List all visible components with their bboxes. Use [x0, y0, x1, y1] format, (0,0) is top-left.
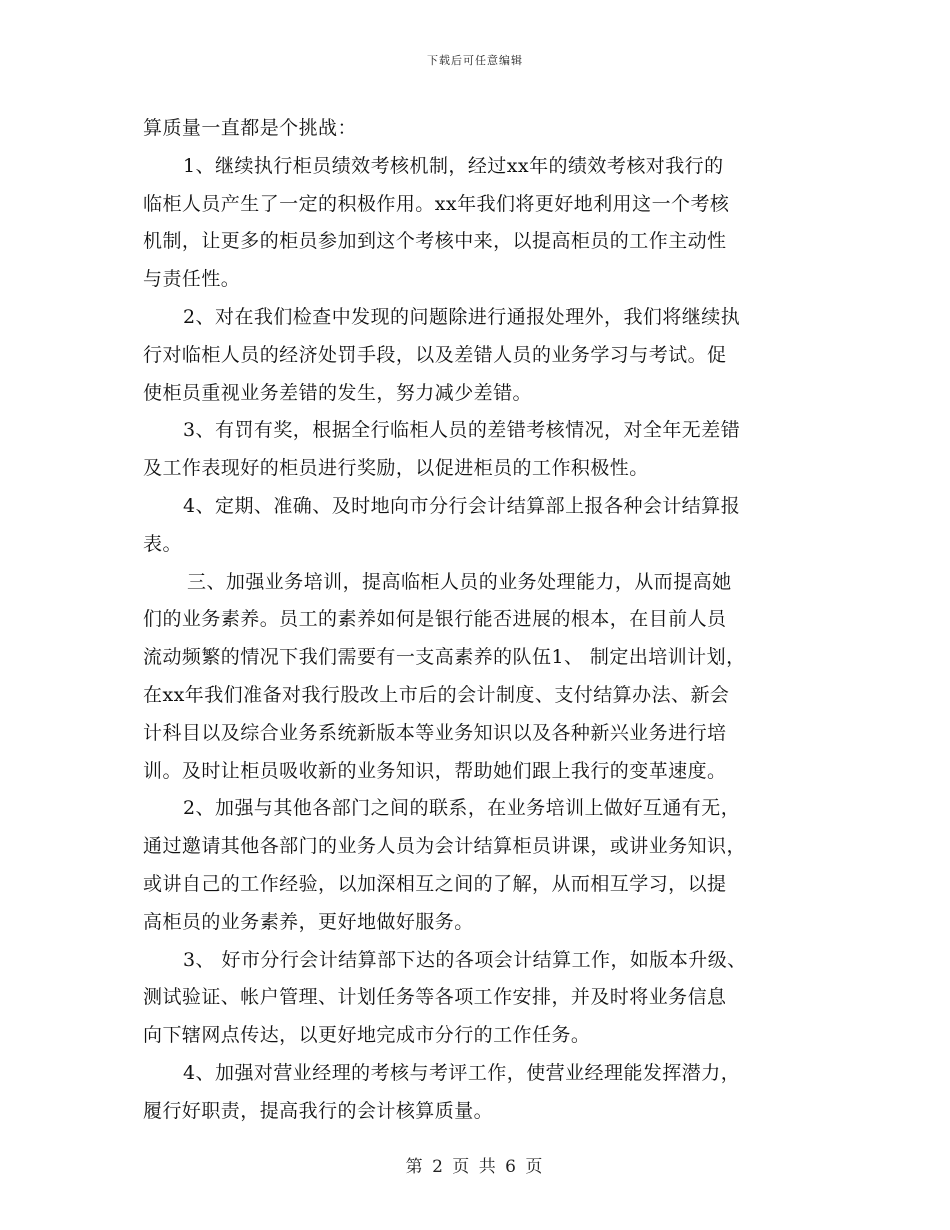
text-line: 3、有罚有奖，根据全行临柜人员的差错考核情况，对全年无差错: [183, 419, 741, 442]
text-line: 训。及时让柜员吸收新的业务知识，帮助她们跟上我行的变革速度。: [143, 759, 727, 782]
text-line: 及工作表现好的柜员进行奖励，以促进柜员的工作积极性。: [143, 457, 649, 480]
text-line: 2、加强与其他各部门之间的联系，在业务培训上做好互通有无，: [183, 797, 741, 820]
text-line: 表。: [143, 532, 182, 555]
page-footer: 第 2 页 共 6 页: [405, 1157, 545, 1177]
body-text: [143, 110, 808, 1131]
text-line: 行对临柜人员的经济处罚手段，以及差错人员的业务学习与考试。促: [143, 343, 727, 366]
text-line: 履行好职责，提高我行的会计核算质量。: [143, 1099, 494, 1122]
text-line: 使柜员重视业务差错的发生，努力减少差错。: [143, 381, 533, 404]
text-line: 在xx年我们准备对我行股改上市后的会计制度、支付结算办法、新会: [143, 683, 730, 706]
text-line: 高柜员的业务素养，更好地做好服务。: [143, 910, 474, 933]
text-line: 通过邀请其他各部门的业务人员为会计结算柜员讲课，或讲业务知识，: [143, 835, 746, 858]
text-line: 4、加强对营业经理的考核与考评工作，使营业经理能发挥潜力，: [183, 1061, 741, 1084]
page-header: 下载后可任意编辑: [427, 54, 523, 67]
text-line: 测试验证、帐户管理、计划任务等各项工作安排，并及时将业务信息: [143, 986, 727, 1009]
text-line: 算质量一直都是个挑战：: [143, 117, 357, 139]
text-line: 1、继续执行柜员绩效考核机制，经过xx年的绩效考核对我行的: [183, 154, 724, 177]
text-line: 或讲自己的工作经验，以加深相互之间的了解，从而相互学习，以提: [143, 872, 727, 895]
text-line: 机制，让更多的柜员参加到这个考核中来，以提高柜员的工作主动性: [143, 230, 727, 253]
text-line: 3、 好市分行会计结算部下达的各项会计结算工作，如版本升级、: [183, 948, 747, 971]
text-line: 2、对在我们检查中发现的问题除进行通报处理外，我们将继续执: [183, 305, 741, 328]
text-line: 计科目以及综合业务系统新版本等业务知识以及各种新兴业务进行培: [143, 721, 727, 744]
text-line: 们的业务素养。员工的素养如何是银行能否进展的根本，在目前人员: [143, 608, 727, 631]
text-line: 与责任性。: [143, 268, 241, 291]
text-line: 临柜人员产生了一定的积极作用。xx年我们将更好地利用这一个考核: [143, 192, 730, 215]
text-line: 4、定期、准确、及时地向市分行会计结算部上报各种会计结算报: [183, 494, 741, 517]
text-line: 向下辖网点传达，以更好地完成市分行的工作任务。: [143, 1024, 591, 1047]
text-line: 三、加强业务培训，提高临柜人员的业务处理能力，从而提高她: [187, 570, 732, 593]
text-line: 流动频繁的情况下我们需要有一支高素养的队伍1、 制定出培训计划，: [143, 646, 746, 669]
